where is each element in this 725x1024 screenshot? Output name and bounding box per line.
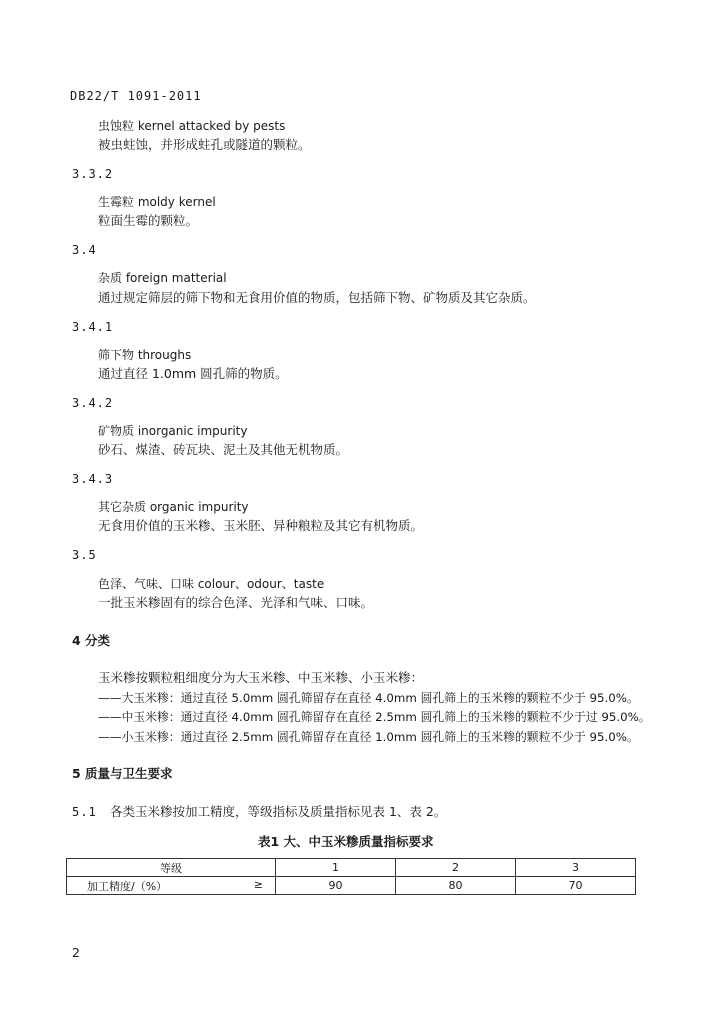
quality-table — [66, 858, 636, 895]
term-throughs: 筛下物 throughs — [98, 348, 192, 362]
table-header-grade: 2 — [396, 859, 516, 877]
table-cell-value: 80 — [396, 877, 516, 895]
term-colour-odour-taste: 色泽、气味、口味 colour、odour、taste — [98, 577, 325, 591]
section-heading-quality: 5 质量与卫生要求 — [72, 766, 173, 781]
table-caption: 表1 大、中玉米糁质量指标要求 — [258, 834, 434, 849]
table-header-label: 等级 — [67, 859, 276, 877]
table-row — [67, 877, 636, 895]
classification-item-medium: ——中玉米糁：通过直径 4.0mm 圆孔筛留存在直径 2.5mm 圆孔筛上的玉米糁的颗粒不少于过 95.0%。 — [98, 710, 651, 724]
clause-number-5-1: 5.1 — [72, 805, 97, 819]
clause-number-3-4-3: 3.4.3 — [72, 472, 114, 486]
definition-inorganic-impurity: 砂石、煤渣、砖瓦块、泥土及其他无机物质。 — [98, 442, 349, 457]
definition-organic-impurity: 无食用价值的玉米糁、玉米胚、异种粮粒及其它有机物质。 — [98, 518, 424, 533]
clause-number-3-4-1: 3.4.1 — [72, 320, 114, 334]
definition-pest-kernel: 被虫蛀蚀，并形成蛀孔或隧道的颗粒。 — [98, 137, 311, 152]
clause-number-3-5: 3.5 — [72, 548, 97, 562]
definition-throughs: 通过直径 1.0mm 圆孔筛的物质。 — [98, 366, 288, 381]
clause-number-3-4-2: 3.4.2 — [72, 396, 114, 410]
table-row-symbol: ≥ — [253, 877, 263, 891]
definition-colour-odour-taste: 一批玉米糁固有的综合色泽、光泽和气味、口味。 — [98, 595, 374, 610]
table-cell-value: 90 — [276, 877, 396, 895]
table-header-grade: 3 — [516, 859, 636, 877]
section-heading-classification: 4 分类 — [72, 633, 111, 648]
term-organic-impurity: 其它杂质 organic impurity — [98, 500, 249, 514]
term-moldy-kernel: 生霉粒 moldy kernel — [98, 195, 216, 209]
definition-moldy-kernel: 粒面生霉的颗粒。 — [98, 213, 199, 228]
table-header-grade: 1 — [276, 859, 396, 877]
clause-number-3-4: 3.4 — [72, 243, 97, 257]
classification-item-large: ——大玉米糁：通过直径 5.0mm 圆孔筛留存在直径 4.0mm 圆孔筛上的玉米糁的颗粒不少于 95.0%。 — [98, 691, 639, 705]
term-inorganic-impurity: 矿物质 inorganic impurity — [98, 424, 248, 438]
classification-item-small: ——小玉米糁：通过直径 2.5mm 圆孔筛留存在直径 1.0mm 圆孔筛上的玉米糁的颗粒不少于 95.0%。 — [98, 730, 639, 744]
term-pest-kernel: 虫蚀粒 kernel attacked by pests — [98, 119, 286, 133]
definition-foreign-material: 通过规定筛层的筛下物和无食用价值的物质，包括筛下物、矿物质及其它杂质。 — [98, 290, 536, 305]
table-header-row — [67, 859, 636, 877]
standard-id: DB22/T 1091-2011 — [70, 89, 202, 103]
page-number: 2 — [72, 945, 80, 960]
classification-intro: 玉米糁按颗粒粗细度分为大玉米糁、中玉米糁、小玉米糁： — [98, 670, 424, 685]
clause-text-5-1: 各类玉米糁按加工精度，等级指标及质量指标见表 1、表 2。 — [110, 804, 447, 819]
table-row-label-cell — [67, 877, 276, 895]
term-foreign-material: 杂质 foreign matterial — [98, 271, 227, 285]
table-cell-value: 70 — [516, 877, 636, 895]
table-row-label: 加工精度/（%） — [87, 879, 168, 893]
clause-number-3-3-2: 3.3.2 — [72, 167, 114, 181]
